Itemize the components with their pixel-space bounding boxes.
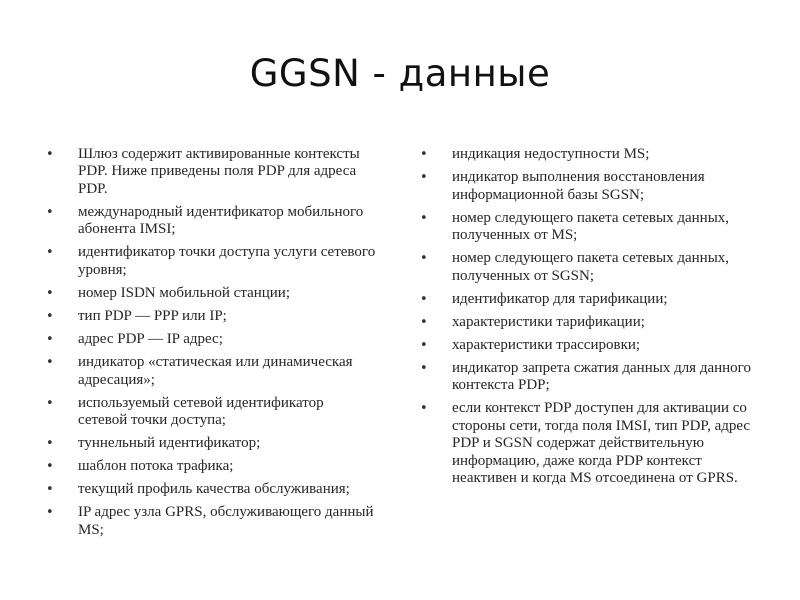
list-item-text: характеристики трассировки; — [452, 336, 641, 353]
list-item — [420, 250, 765, 285]
list-item — [46, 354, 376, 389]
list-item — [46, 146, 376, 198]
list-item-text: идентификатор для тарификации; — [452, 290, 668, 307]
bullet-icon: • — [46, 355, 54, 371]
bullet-icon: • — [420, 314, 428, 330]
bullet-icon: • — [46, 395, 54, 411]
bullet-icon: • — [420, 337, 428, 353]
list-item-text: идентификатор точки доступа услуги сетевого уровня; — [78, 244, 376, 278]
bullet-icon: • — [420, 170, 428, 186]
bullet-icon: • — [46, 505, 54, 521]
right-bullet-list — [420, 146, 765, 493]
list-item — [46, 395, 376, 430]
bullet-icon: • — [46, 459, 54, 475]
list-item — [420, 291, 765, 308]
list-item — [46, 504, 376, 539]
list-item-text: индикатор выполнения восстановления информационной базы SGSN; — [452, 169, 705, 203]
list-item — [420, 400, 765, 487]
list-item — [46, 481, 376, 498]
bullet-icon: • — [46, 285, 54, 301]
list-item-text: индикация недоступности MS; — [452, 146, 650, 162]
list-item-text: Шлюз содержит активированные контексты PDP. Ниже приведены поля PDP для адреса PDP. — [78, 146, 360, 197]
bullet-icon: • — [420, 291, 428, 307]
bullet-icon: • — [420, 401, 428, 417]
list-item — [420, 210, 765, 245]
bullet-icon: • — [46, 245, 54, 261]
bullet-icon: • — [46, 147, 54, 162]
list-item-text: характеристики тарификации; — [452, 313, 645, 330]
list-item-text: адрес PDP — IP адрес; — [78, 331, 223, 348]
list-item-text: текущий профиль качества обслуживания; — [78, 481, 350, 498]
list-item-text: номер следующего пакета сетевых данных, полученных от MS; — [452, 209, 730, 243]
list-item — [46, 244, 376, 279]
bullet-icon: • — [46, 436, 54, 452]
list-item-text: международный идентификатор мобильного абонента IMSI; — [78, 203, 364, 238]
list-item-text: тип PDP — PPP или IP; — [78, 308, 227, 324]
list-item — [420, 169, 765, 204]
bullet-icon: • — [420, 210, 428, 226]
list-item — [46, 308, 376, 325]
list-item — [420, 314, 765, 331]
list-item-text: IP адрес узла GPRS, обслуживающего данный MS; — [78, 504, 374, 538]
list-item — [46, 285, 376, 302]
bullet-icon: • — [46, 309, 54, 324]
list-item — [46, 435, 376, 452]
bullet-icon: • — [46, 332, 54, 348]
list-item-text: используемый сетевой идентификатор сетевой точки доступа; — [78, 394, 324, 429]
bullet-icon: • — [420, 251, 428, 267]
list-item-text: индикатор запрета сжатия данных для данного контекста PDP; — [452, 359, 751, 394]
bullet-icon: • — [46, 482, 54, 498]
list-item — [46, 331, 376, 348]
list-item — [420, 337, 765, 354]
slide-title: GGSN - данные — [249, 52, 551, 95]
bullet-icon: • — [46, 204, 54, 220]
list-item — [46, 204, 376, 239]
list-item-text: индикатор «статическая или динамическая адресация»; — [78, 354, 353, 388]
bullet-icon: • — [420, 147, 428, 162]
list-item — [46, 458, 376, 475]
left-bullet-list — [46, 146, 376, 545]
list-item-text: номер следующего пакета сетевых данных, полученных от SGSN; — [452, 250, 730, 284]
list-item-text: туннельный идентификатор; — [78, 435, 261, 452]
list-item-text: шаблон потока трафика; — [78, 458, 234, 475]
list-item-text: если контекст PDP доступен для активации со стороны сети, тогда поля IMSI, тип PDP, адрес PDP и SGSN содержат действительную информацию, даже когда PDP контекст неактивен и когда MS отсоединена от GPRS. — [452, 400, 751, 486]
list-item — [420, 146, 765, 163]
bullet-icon: • — [420, 360, 428, 376]
list-item — [420, 360, 765, 395]
list-item-text: номер ISDN мобильной станции; — [78, 284, 291, 301]
